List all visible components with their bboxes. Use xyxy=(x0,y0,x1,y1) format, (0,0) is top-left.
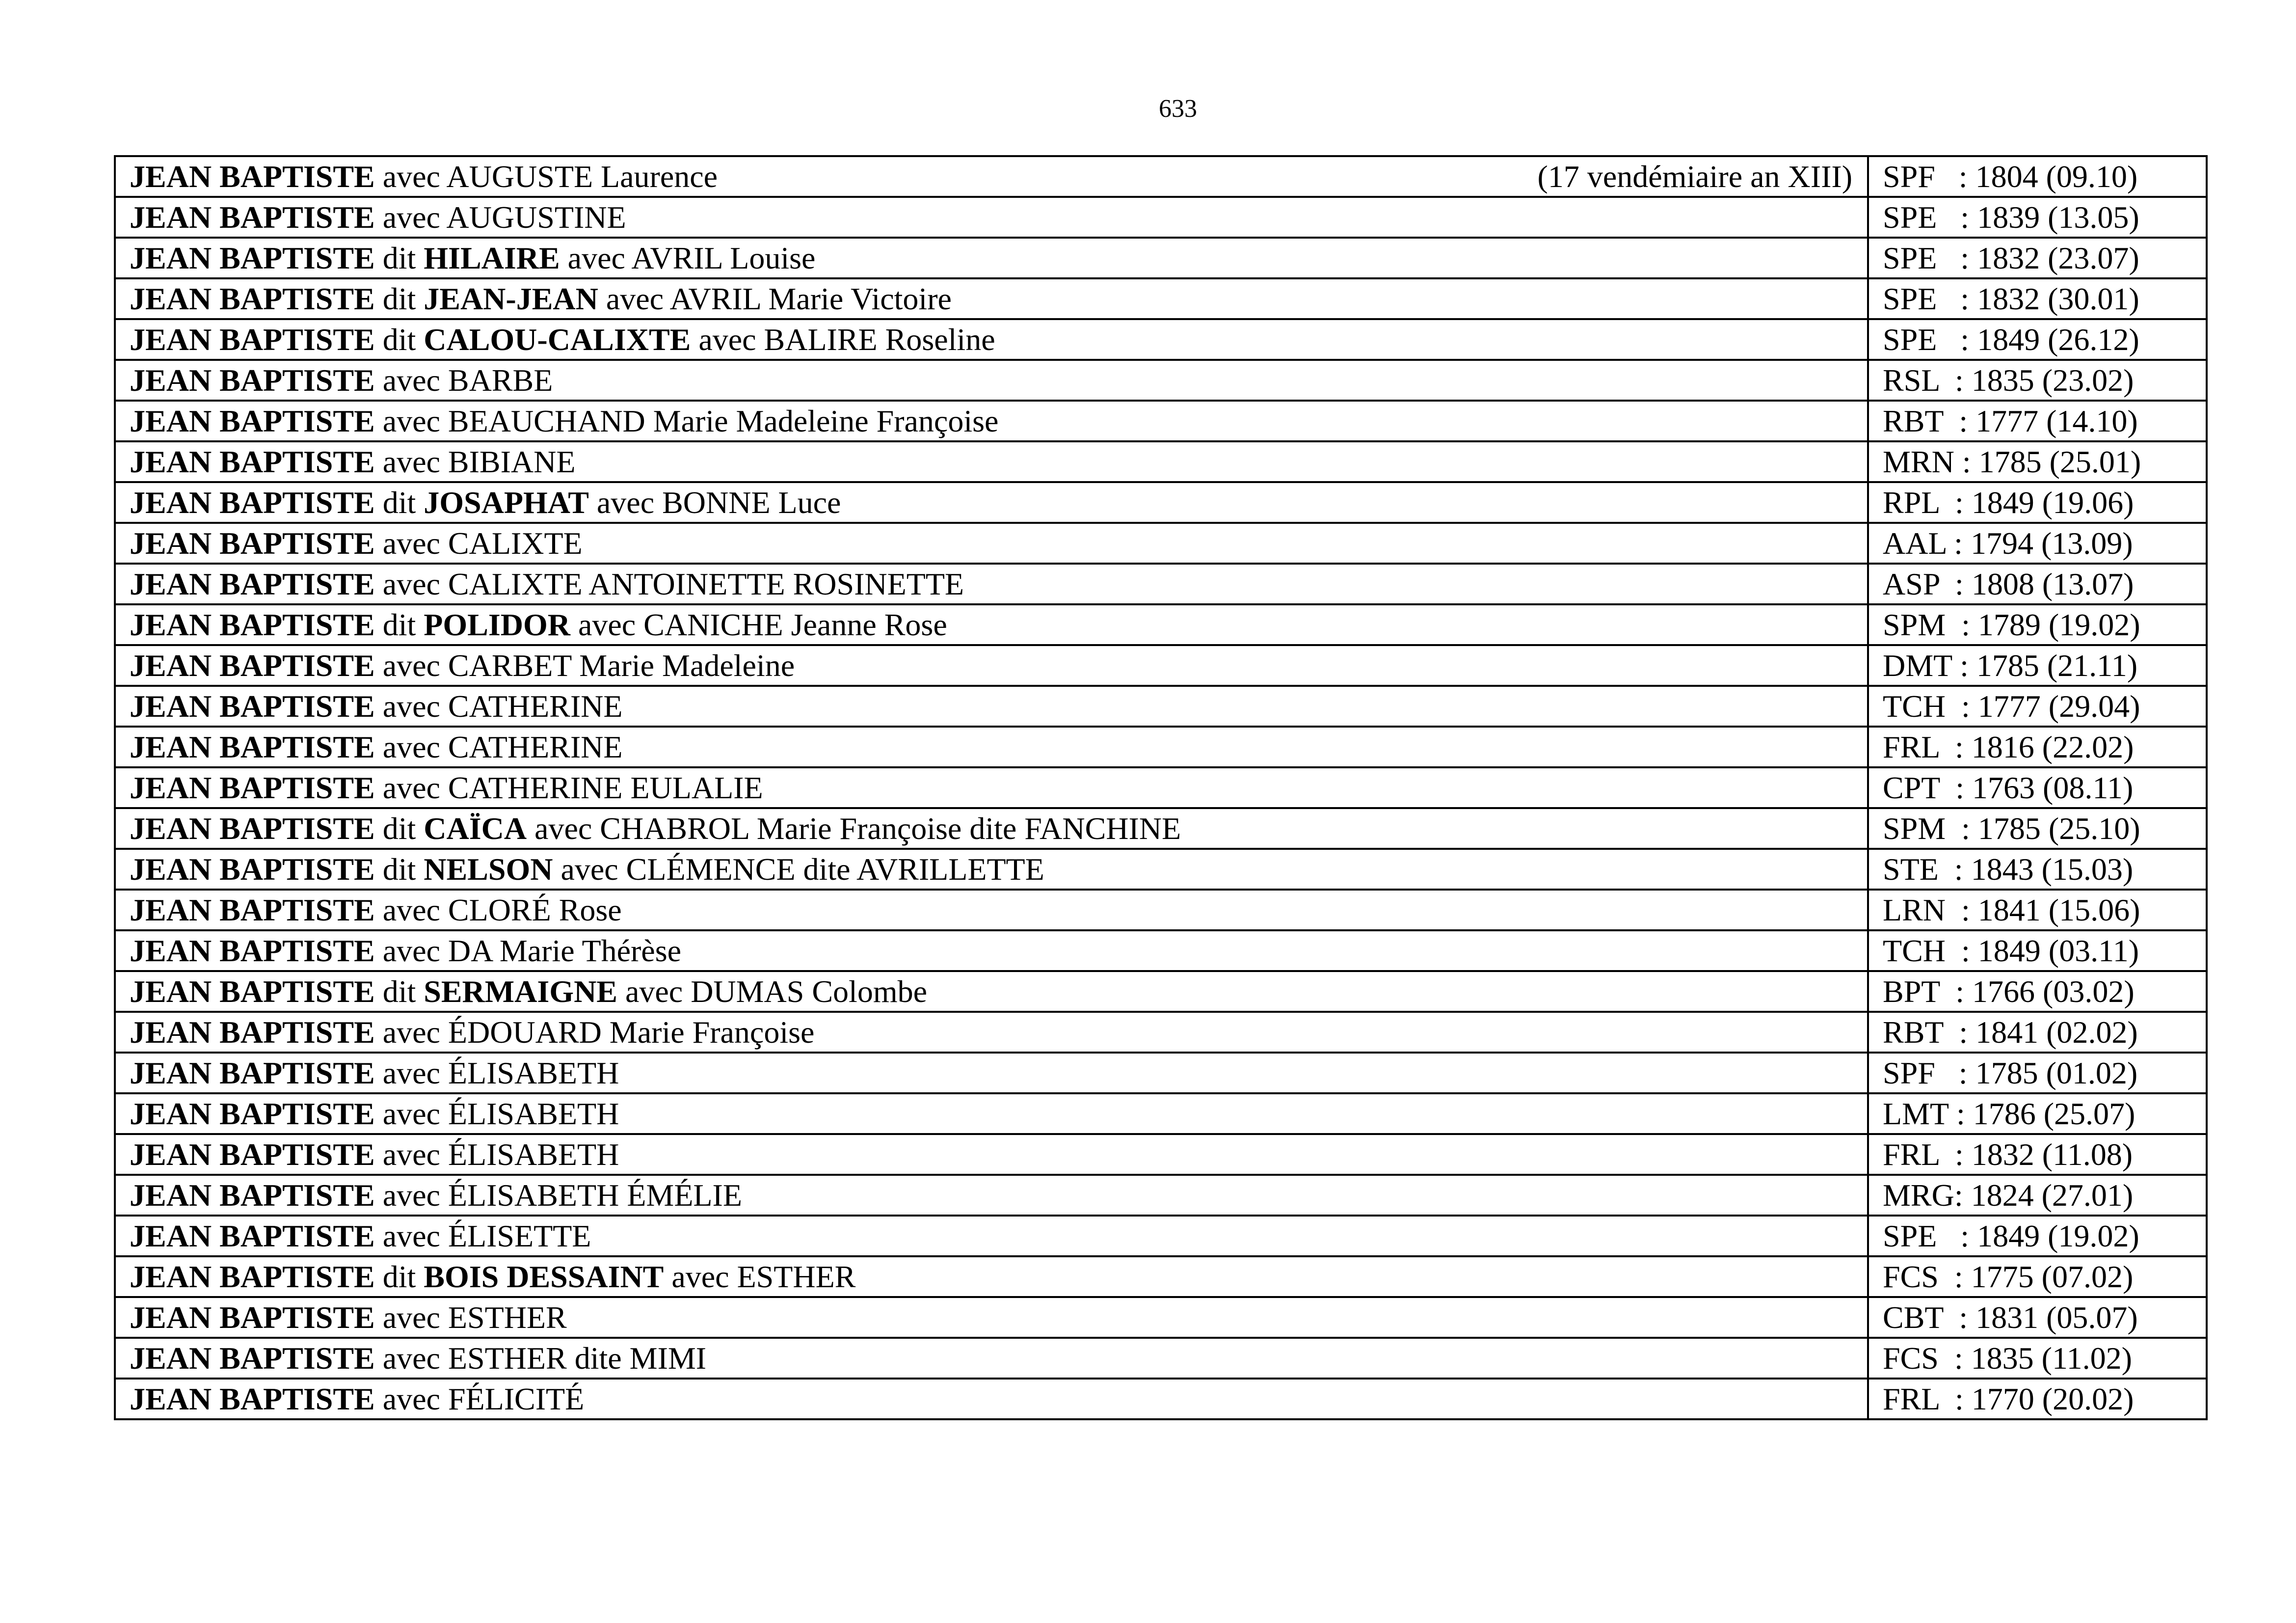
couple-names-cell xyxy=(115,645,1868,686)
name-segment: avec CALIXTE xyxy=(374,526,583,561)
couple-names-cell xyxy=(115,604,1868,645)
couple-names-cell xyxy=(115,1379,1868,1419)
couple-names-cell xyxy=(115,1053,1868,1093)
parish-date-reference: FRL : 1770 (20.02) xyxy=(1868,1379,2207,1419)
couple-names-cell xyxy=(115,727,1868,767)
name-bold-segment: BOIS DESSAINT xyxy=(424,1259,664,1294)
parish-date-reference: MRG: 1824 (27.01) xyxy=(1868,1175,2207,1216)
parish-date-reference: ASP : 1808 (13.07) xyxy=(1868,564,2207,604)
parish-date-reference: FRL : 1816 (22.02) xyxy=(1868,727,2207,767)
table-row xyxy=(115,441,2207,482)
name-bold-segment: JEAN BAPTISTE xyxy=(130,770,375,805)
name-bold-segment: JEAN BAPTISTE xyxy=(130,526,375,561)
couple-names-cell xyxy=(115,564,1868,604)
name-segment: avec DA Marie Thérèse xyxy=(374,933,681,968)
table-row xyxy=(115,523,2207,564)
name-segment: avec ÉLISABETH xyxy=(374,1096,619,1131)
table-row xyxy=(115,197,2207,238)
couple-names-cell xyxy=(115,278,1868,319)
name-segment: avec BEAUCHAND Marie Madeleine Françoise xyxy=(374,404,999,438)
couple-names xyxy=(130,605,947,644)
couple-names xyxy=(130,524,583,563)
couple-names xyxy=(130,565,964,603)
couple-names xyxy=(130,931,681,970)
name-segment: avec BIBIANE xyxy=(374,444,576,479)
name-segment: avec ÉLISABETH xyxy=(374,1055,619,1090)
name-bold-segment: SERMAIGNE xyxy=(424,974,617,1009)
parish-date-reference: SPE : 1832 (23.07) xyxy=(1868,238,2207,278)
name-bold-segment: JEAN BAPTISTE xyxy=(130,567,375,601)
table-row xyxy=(115,645,2207,686)
table-row xyxy=(115,1093,2207,1134)
couple-names xyxy=(130,442,575,481)
name-bold-segment: JEAN BAPTISTE xyxy=(130,648,375,683)
name-segment: avec ÉLISETTE xyxy=(374,1218,591,1253)
page-number: 633 xyxy=(1159,95,1197,123)
table-row xyxy=(115,1175,2207,1216)
parish-date-reference: FRL : 1832 (11.08) xyxy=(1868,1134,2207,1175)
table-row xyxy=(115,1134,2207,1175)
name-segment: avec ÉLISABETH xyxy=(374,1137,619,1172)
parish-date-reference: SPE : 1849 (26.12) xyxy=(1868,319,2207,360)
marriage-register-table xyxy=(114,155,2208,1420)
parish-date-reference: RBT : 1777 (14.10) xyxy=(1868,401,2207,441)
couple-names xyxy=(130,279,952,318)
couple-names xyxy=(130,402,998,440)
name-bold-segment: JEAN BAPTISTE xyxy=(130,1015,375,1050)
name-bold-segment: JEAN BAPTISTE xyxy=(130,200,375,235)
couple-names-cell xyxy=(115,930,1868,971)
parish-date-reference: AAL : 1794 (13.09) xyxy=(1868,523,2207,564)
name-bold-segment: JEAN BAPTISTE xyxy=(130,1137,375,1172)
name-segment: avec AUGUSTE Laurence xyxy=(374,159,718,194)
name-segment: avec CLÉMENCE dite AVRILLETTE xyxy=(553,852,1044,887)
name-bold-segment: JEAN BAPTISTE xyxy=(130,159,375,194)
table-row xyxy=(115,156,2207,197)
name-segment: avec AVRIL Marie Victoire xyxy=(598,281,952,316)
couple-names-cell xyxy=(115,1012,1868,1053)
parish-date-reference: SPF : 1785 (01.02) xyxy=(1868,1053,2207,1093)
couple-names xyxy=(130,728,622,766)
name-segment: dit xyxy=(374,281,424,316)
table-row xyxy=(115,564,2207,604)
name-segment: avec BALIRE Roseline xyxy=(691,322,995,357)
name-bold-segment: JEAN BAPTISTE xyxy=(130,974,375,1009)
name-segment: avec ESTHER xyxy=(374,1300,567,1335)
couple-names xyxy=(130,361,553,400)
couple-names-cell xyxy=(115,319,1868,360)
table-row xyxy=(115,1216,2207,1256)
parish-date-reference: TCH : 1777 (29.04) xyxy=(1868,686,2207,727)
name-bold-segment: CAÏCA xyxy=(424,811,527,846)
couple-names-cell xyxy=(115,482,1868,523)
couple-names xyxy=(130,1013,814,1052)
couple-names xyxy=(130,1298,567,1337)
table-row xyxy=(115,971,2207,1012)
table-row xyxy=(115,319,2207,360)
table-row xyxy=(115,849,2207,890)
name-bold-segment: JEAN BAPTISTE xyxy=(130,485,375,520)
name-bold-segment: JEAN BAPTISTE xyxy=(130,281,375,316)
name-segment: dit xyxy=(374,485,424,520)
parish-date-reference: RPL : 1849 (19.06) xyxy=(1868,482,2207,523)
parish-date-reference: SPM : 1785 (25.10) xyxy=(1868,808,2207,849)
parish-date-reference: DMT : 1785 (21.11) xyxy=(1868,645,2207,686)
parish-date-reference: RSL : 1835 (23.02) xyxy=(1868,360,2207,401)
name-bold-segment: JEAN BAPTISTE xyxy=(130,1096,375,1131)
couple-names-cell xyxy=(115,1175,1868,1216)
name-segment: avec ÉLISABETH ÉMÉLIE xyxy=(374,1178,742,1213)
name-segment: avec CARBET Marie Madeleine xyxy=(374,648,795,683)
name-bold-segment: JEAN-JEAN xyxy=(424,281,598,316)
couple-names-cell xyxy=(115,523,1868,564)
couple-names-cell xyxy=(115,849,1868,890)
name-segment: avec DUMAS Colombe xyxy=(617,974,927,1009)
name-bold-segment: JEAN BAPTISTE xyxy=(130,322,375,357)
couple-names-cell xyxy=(115,360,1868,401)
name-bold-segment: JEAN BAPTISTE xyxy=(130,852,375,887)
name-segment: dit xyxy=(374,974,424,1009)
table-row xyxy=(115,482,2207,523)
couple-names xyxy=(130,483,841,522)
parish-date-reference: CPT : 1763 (08.11) xyxy=(1868,767,2207,808)
name-segment: avec CANICHE Jeanne Rose xyxy=(570,607,947,642)
couple-names xyxy=(130,1094,619,1133)
couple-names-cell xyxy=(115,238,1868,278)
couple-names xyxy=(130,239,815,277)
parish-date-reference: SPE : 1832 (30.01) xyxy=(1868,278,2207,319)
name-bold-segment: JEAN BAPTISTE xyxy=(130,1341,375,1376)
table-row xyxy=(115,1379,2207,1419)
table-row xyxy=(115,930,2207,971)
parish-date-reference: MRN : 1785 (25.01) xyxy=(1868,441,2207,482)
couple-names xyxy=(130,1257,855,1296)
couple-names-cell xyxy=(115,1093,1868,1134)
register-body xyxy=(115,156,2207,1419)
couple-names xyxy=(130,320,995,359)
name-bold-segment: JEAN BAPTISTE xyxy=(130,1218,375,1253)
name-segment: avec CATHERINE EULALIE xyxy=(374,770,763,805)
couple-names-cell xyxy=(115,890,1868,930)
name-bold-segment: HILAIRE xyxy=(424,241,560,275)
name-segment: avec CATHERINE xyxy=(374,689,623,724)
name-segment: avec ÉDOUARD Marie Françoise xyxy=(374,1015,815,1050)
parish-date-reference: SPE : 1839 (13.05) xyxy=(1868,197,2207,238)
parish-date-reference: CBT : 1831 (05.07) xyxy=(1868,1297,2207,1338)
name-bold-segment: JEAN BAPTISTE xyxy=(130,404,375,438)
couple-names xyxy=(130,1176,742,1215)
table-row xyxy=(115,1012,2207,1053)
table-row xyxy=(115,401,2207,441)
name-segment: avec AVRIL Louise xyxy=(560,241,816,275)
table-row xyxy=(115,278,2207,319)
parish-date-reference: SPM : 1789 (19.02) xyxy=(1868,604,2207,645)
table-row xyxy=(115,1053,2207,1093)
name-segment: avec BONNE Luce xyxy=(588,485,841,520)
couple-names-cell xyxy=(115,156,1868,197)
name-segment: avec BARBE xyxy=(374,363,553,398)
name-segment: dit xyxy=(374,607,424,642)
name-segment: avec CHABROL Marie Françoise dite FANCHINE xyxy=(527,811,1181,846)
name-segment: dit xyxy=(374,241,424,275)
name-bold-segment: CALOU-CALIXTE xyxy=(424,322,691,357)
name-bold-segment: JEAN BAPTISTE xyxy=(130,893,375,927)
name-bold-segment: JEAN BAPTISTE xyxy=(130,1381,375,1416)
couple-names-cell xyxy=(115,971,1868,1012)
table-row xyxy=(115,727,2207,767)
name-bold-segment: JEAN BAPTISTE xyxy=(130,1259,375,1294)
name-bold-segment: JEAN BAPTISTE xyxy=(130,1178,375,1213)
name-bold-segment: JEAN BAPTISTE xyxy=(130,241,375,275)
parish-date-reference: FCS : 1775 (07.02) xyxy=(1868,1256,2207,1297)
table-row xyxy=(115,1338,2207,1379)
couple-names xyxy=(130,646,795,685)
name-bold-segment: JEAN BAPTISTE xyxy=(130,1300,375,1335)
name-segment: avec CLORÉ Rose xyxy=(374,893,622,927)
couple-names-cell xyxy=(115,767,1868,808)
couple-names xyxy=(130,687,622,726)
name-bold-segment: NELSON xyxy=(424,852,553,887)
table-row xyxy=(115,767,2207,808)
name-segment: avec ESTHER xyxy=(664,1259,856,1294)
name-segment: avec CATHERINE xyxy=(374,730,623,764)
name-segment: dit xyxy=(374,322,424,357)
name-segment: avec ESTHER dite MIMI xyxy=(374,1341,707,1376)
couple-names-cell xyxy=(115,808,1868,849)
name-bold-segment: JEAN BAPTISTE xyxy=(130,811,375,846)
parish-date-reference: LMT : 1786 (25.07) xyxy=(1868,1093,2207,1134)
name-bold-segment: JEAN BAPTISTE xyxy=(130,689,375,724)
name-segment: avec CALIXTE ANTOINETTE ROSINETTE xyxy=(374,567,964,601)
couple-names xyxy=(130,1135,619,1174)
couple-names xyxy=(130,198,626,237)
name-bold-segment: JEAN BAPTISTE xyxy=(130,730,375,764)
couple-names xyxy=(130,768,763,807)
table-row xyxy=(115,360,2207,401)
table-row xyxy=(115,238,2207,278)
couple-names-cell xyxy=(115,197,1868,238)
couple-names xyxy=(130,1380,584,1418)
name-bold-segment: JOSAPHAT xyxy=(424,485,589,520)
table-row xyxy=(115,890,2207,930)
name-bold-segment: JEAN BAPTISTE xyxy=(130,444,375,479)
couple-names xyxy=(130,1217,591,1255)
couple-names-cell xyxy=(115,1297,1868,1338)
name-segment: dit xyxy=(374,811,424,846)
couple-names xyxy=(130,891,622,929)
couple-names xyxy=(130,972,927,1011)
name-segment: avec AUGUSTINE xyxy=(374,200,626,235)
name-bold-segment: JEAN BAPTISTE xyxy=(130,933,375,968)
couple-names-cell xyxy=(115,401,1868,441)
couple-names-cell xyxy=(115,1216,1868,1256)
couple-names xyxy=(130,157,718,196)
parish-date-reference: LRN : 1841 (15.06) xyxy=(1868,890,2207,930)
name-bold-segment: JEAN BAPTISTE xyxy=(130,363,375,398)
name-bold-segment: JEAN BAPTISTE xyxy=(130,1055,375,1090)
table-row xyxy=(115,1297,2207,1338)
table-row xyxy=(115,604,2207,645)
name-bold-segment: JEAN BAPTISTE xyxy=(130,607,375,642)
parish-date-reference: STE : 1843 (15.03) xyxy=(1868,849,2207,890)
parish-date-reference: FCS : 1835 (11.02) xyxy=(1868,1338,2207,1379)
name-bold-segment: POLIDOR xyxy=(424,607,570,642)
parish-date-reference: TCH : 1849 (03.11) xyxy=(1868,930,2207,971)
name-segment: dit xyxy=(374,852,424,887)
name-segment: avec FÉLICITÉ xyxy=(374,1381,585,1416)
table-row xyxy=(115,686,2207,727)
couple-names xyxy=(130,850,1044,889)
parish-date-reference: BPT : 1766 (03.02) xyxy=(1868,971,2207,1012)
date-note: (17 vendémiaire an XIII) xyxy=(1537,159,1852,194)
couple-names-cell xyxy=(115,1256,1868,1297)
parish-date-reference: RBT : 1841 (02.02) xyxy=(1868,1012,2207,1053)
name-segment: dit xyxy=(374,1259,424,1294)
table-row xyxy=(115,1256,2207,1297)
couple-names-cell xyxy=(115,441,1868,482)
parish-date-reference: SPF : 1804 (09.10) xyxy=(1868,156,2207,197)
couple-names xyxy=(130,1339,706,1378)
couple-names-cell xyxy=(115,1134,1868,1175)
table-row xyxy=(115,808,2207,849)
couple-names xyxy=(130,809,1181,848)
couple-names xyxy=(130,1054,619,1092)
couple-names-cell xyxy=(115,1338,1868,1379)
parish-date-reference: SPE : 1849 (19.02) xyxy=(1868,1216,2207,1256)
couple-names-cell xyxy=(115,686,1868,727)
